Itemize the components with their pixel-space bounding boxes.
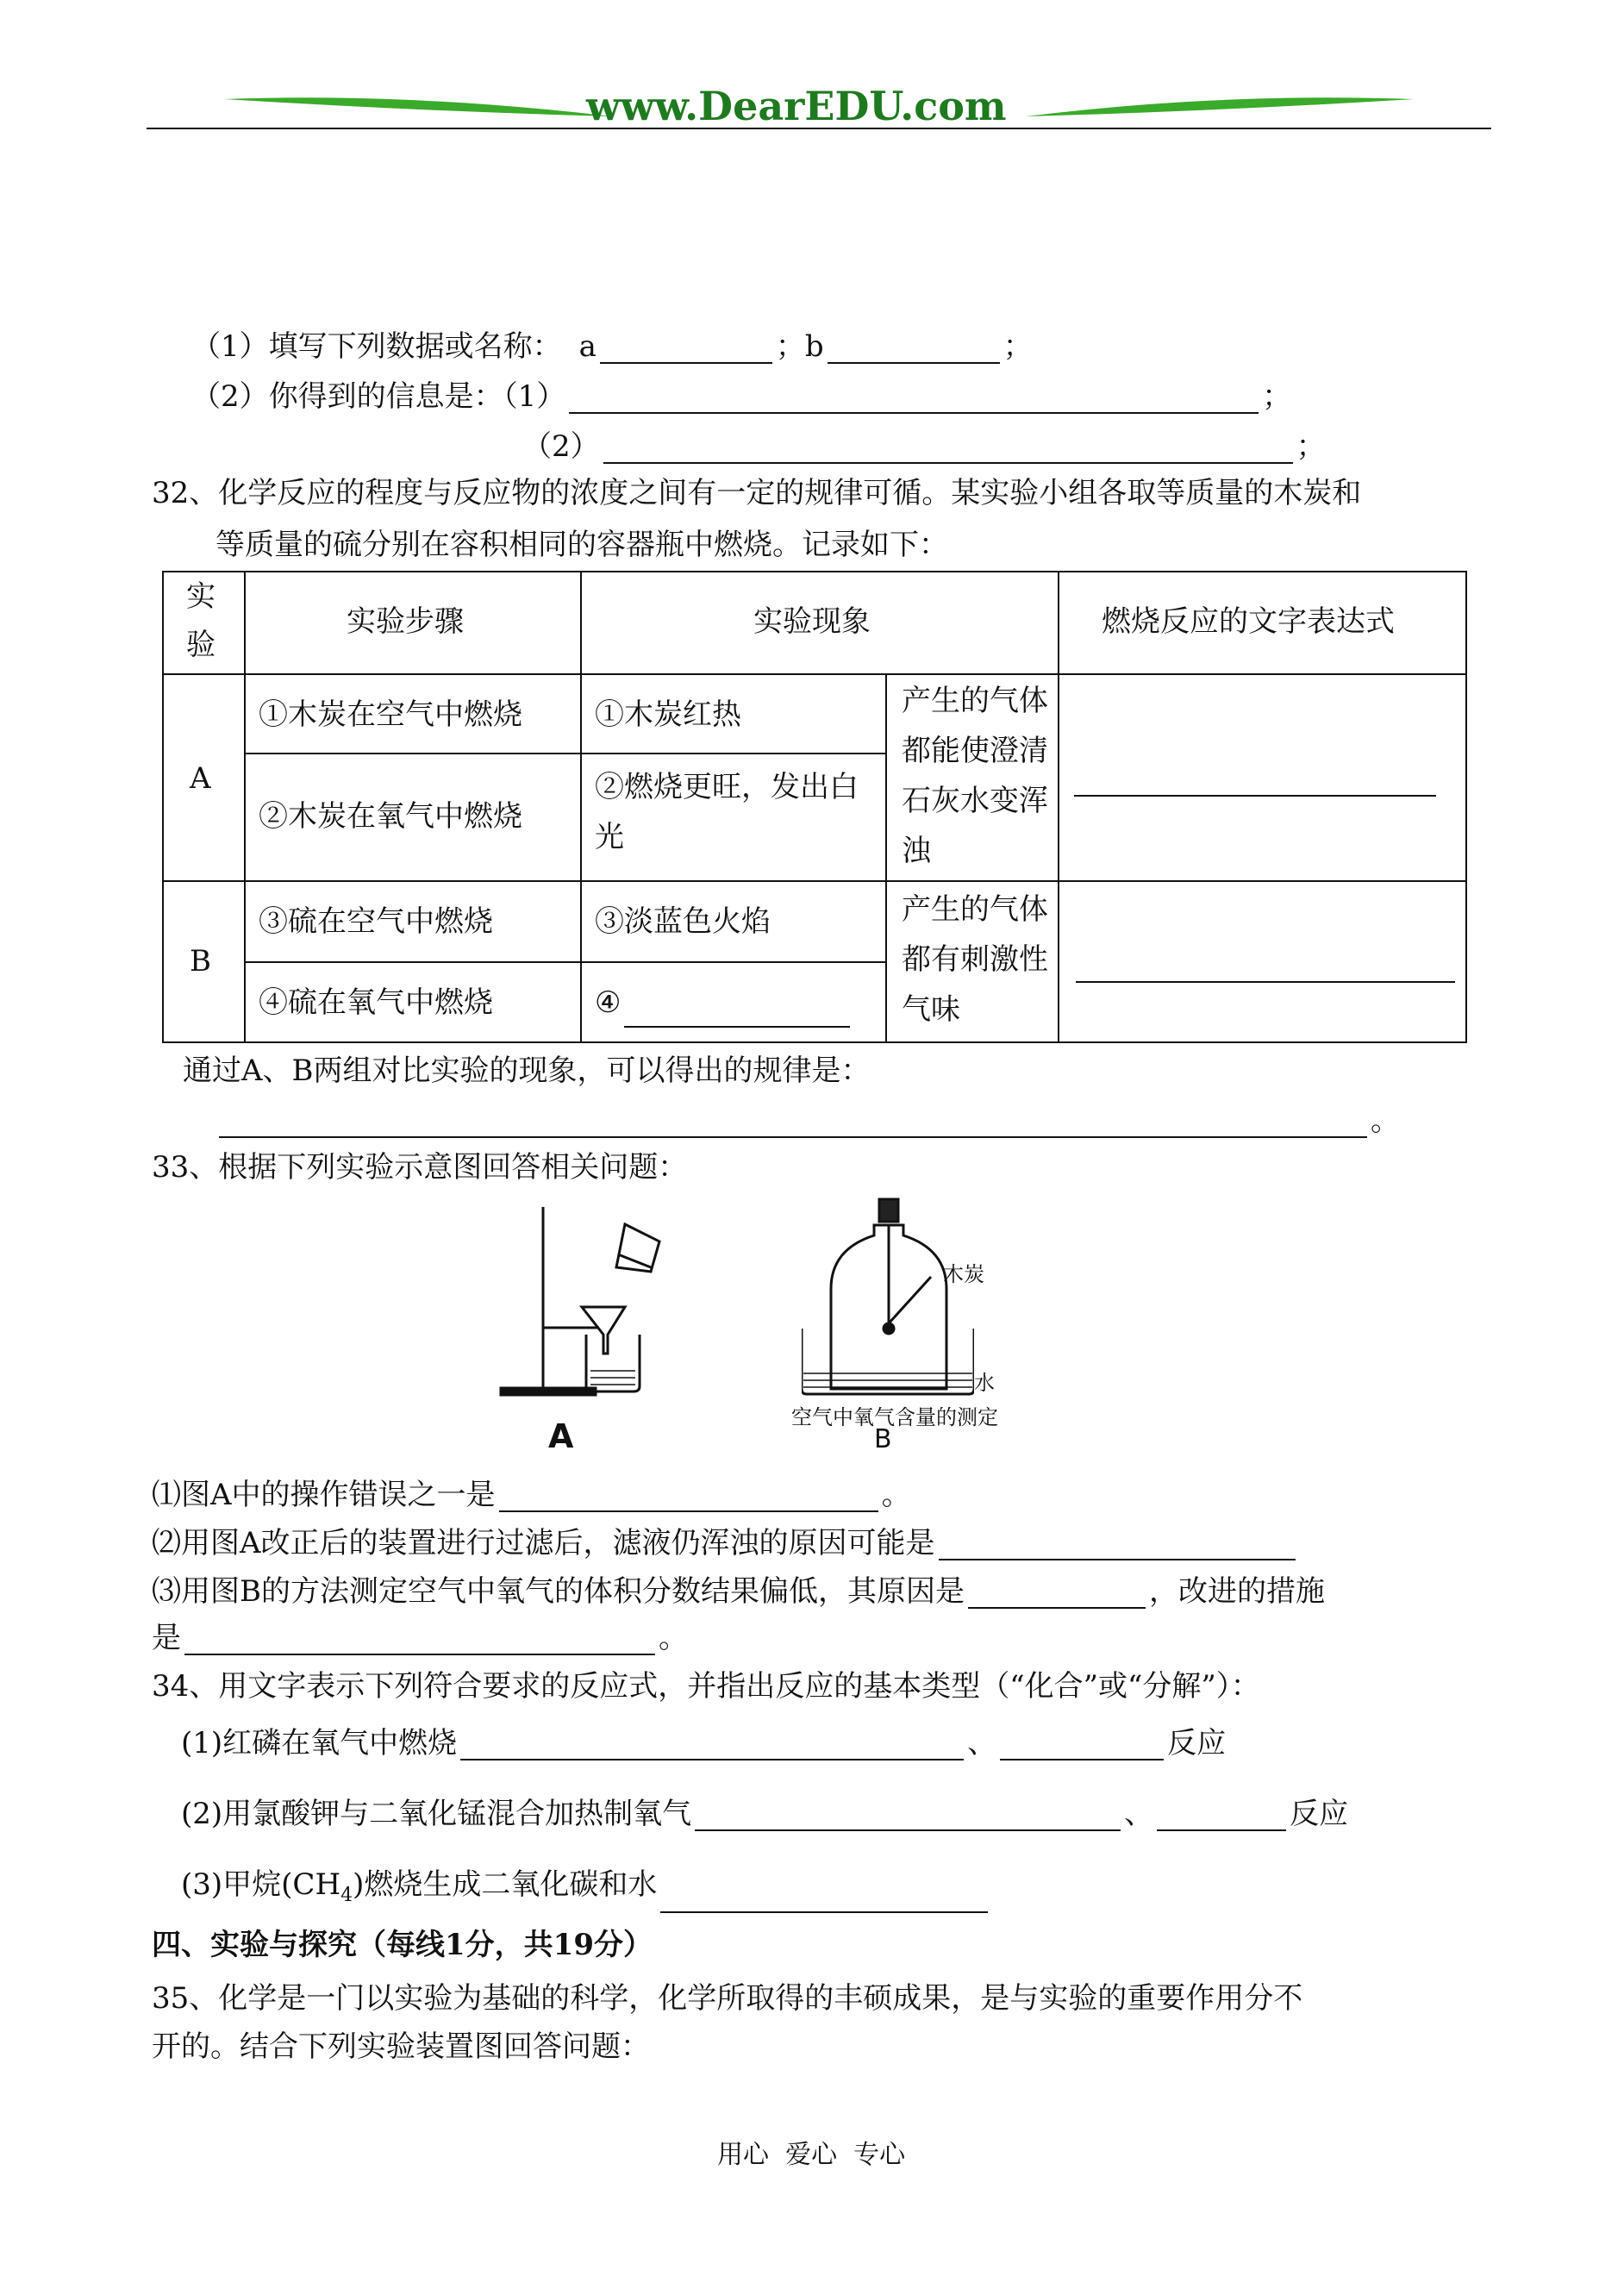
- figure-a-label: A: [548, 1417, 574, 1455]
- b1-step: ③硫在空气中燃烧: [259, 904, 493, 939]
- q35-line2: 开的。结合下列实验装置图回答问题：: [152, 2029, 650, 2064]
- q34-item2: (2)用氯酸钾与二氧化锰混合加热制氧气 、 反应: [181, 1797, 1349, 1831]
- b2-phenomenon: [595, 978, 853, 1028]
- th-expression: 燃烧反应的文字表达式: [1102, 604, 1395, 639]
- b-common: 产生的气体都有刺激性气味: [902, 892, 1048, 1027]
- q32-conclusion-answer: 。: [215, 1104, 1400, 1138]
- q34-title: 34、用文字表示下列符合要求的反应式，并指出反应的基本类型（“化合”或“分解”）：: [152, 1669, 1260, 1704]
- q34-item1: (1)红磷在氧气中燃烧 、 反应: [181, 1726, 1227, 1760]
- q33-s3-blank[interactable]: [968, 1578, 1146, 1609]
- q33-s1-blank[interactable]: [499, 1481, 878, 1512]
- q34-i1-blank[interactable]: [460, 1729, 964, 1760]
- row-b-label: B: [190, 944, 211, 979]
- q32-conclusion-blank[interactable]: [219, 1107, 1367, 1138]
- figure-b-label: B: [874, 1424, 892, 1454]
- q35-line1: 35、化学是一门以实验为基础的科学，化学所取得的丰硕成果，是与实验的重要作用分不: [152, 1981, 1303, 2016]
- b2-phen-label: ④: [595, 985, 621, 1020]
- section4-title: 四、实验与探究（每线1分，共19分）: [152, 1928, 653, 1962]
- q33-s4: 是 。: [152, 1621, 688, 1655]
- row-a-label: A: [190, 761, 211, 796]
- q33-s2: ⑵用图A改正后的装置进行过滤后，滤液仍浑浊的原因可能是: [152, 1526, 1299, 1560]
- q33-s1: ⑴图A中的操作错误之一是 。: [152, 1478, 911, 1512]
- th-exp: 实验: [186, 579, 215, 662]
- figure-b-charcoal-label: 木炭: [943, 1262, 984, 1286]
- q34-i2-blank[interactable]: [695, 1800, 1121, 1831]
- a2-phenomenon: ②燃烧更旺，发出白光: [595, 770, 859, 854]
- q31-p3: （2） ；: [522, 429, 1326, 464]
- q34-i3-subscript: 4: [340, 1884, 353, 1906]
- figure-b-water-label: 水: [974, 1371, 995, 1395]
- q32-conclusion: 通过A、B两组对比实验的现象，可以得出的规律是：: [183, 1054, 871, 1088]
- figure-b-oxygen-test: [802, 1194, 974, 1401]
- a-common: 产生的气体都能使澄清石灰水变浑浊: [902, 684, 1048, 868]
- q33-s4-blank[interactable]: [184, 1624, 655, 1655]
- th-steps: 实验步骤: [347, 604, 464, 639]
- b-expression-blank[interactable]: [1076, 981, 1455, 983]
- a1-phenomenon: ①木炭红热: [595, 697, 741, 732]
- a1-step: ①木炭在空气中燃烧: [259, 697, 522, 732]
- q32-line1: 32、化学反应的程度与反应物的浓度之间有一定的规律可循。某实验小组各取等质量的木炭和: [152, 476, 1362, 510]
- b2-step: ④硫在氧气中燃烧: [259, 985, 493, 1020]
- q33-s2-blank[interactable]: [939, 1529, 1296, 1560]
- a2-step: ②木炭在氧气中燃烧: [259, 799, 522, 834]
- q34-i1-type-blank[interactable]: [1000, 1729, 1164, 1760]
- q34-i2-type-blank[interactable]: [1157, 1800, 1286, 1831]
- q32-line2: 等质量的硫分别在容积相同的容器瓶中燃烧。记录如下：: [215, 528, 948, 562]
- b1-phenomenon: ③淡蓝色火焰: [595, 904, 771, 939]
- a-expression-blank[interactable]: [1074, 795, 1436, 797]
- q34-i3-blank[interactable]: [660, 1882, 988, 1913]
- page-footer: 用心 爱心 专心: [717, 2140, 906, 2170]
- q34-item3: (3)甲烷$(CH_4)$燃烧生成二氧化碳和水: [181, 1867, 991, 1913]
- experiment-table: [162, 571, 1467, 1043]
- site-logo-text: www.DearEDU.com: [586, 83, 1007, 129]
- b2-phen-blank[interactable]: [624, 997, 850, 1028]
- header-rule: [147, 128, 1491, 129]
- figure-b-caption: 空气中氧气含量的测定: [791, 1405, 998, 1429]
- q33-title: 33、根据下列实验示意图回答相关问题：: [152, 1150, 688, 1185]
- q33-s3: ⑶用图B的方法测定空气中氧气的体积分数结果偏低，其原因是 ，改进的措施: [152, 1574, 1325, 1609]
- q31-p2: （2）你得到的信息是：（1） ；: [191, 379, 1292, 414]
- q31-p1: （1）填写下列数据或名称： a ；b ；: [191, 329, 1033, 364]
- th-phenomenon: 实验现象: [753, 604, 871, 639]
- figure-a-filtration: [496, 1207, 703, 1466]
